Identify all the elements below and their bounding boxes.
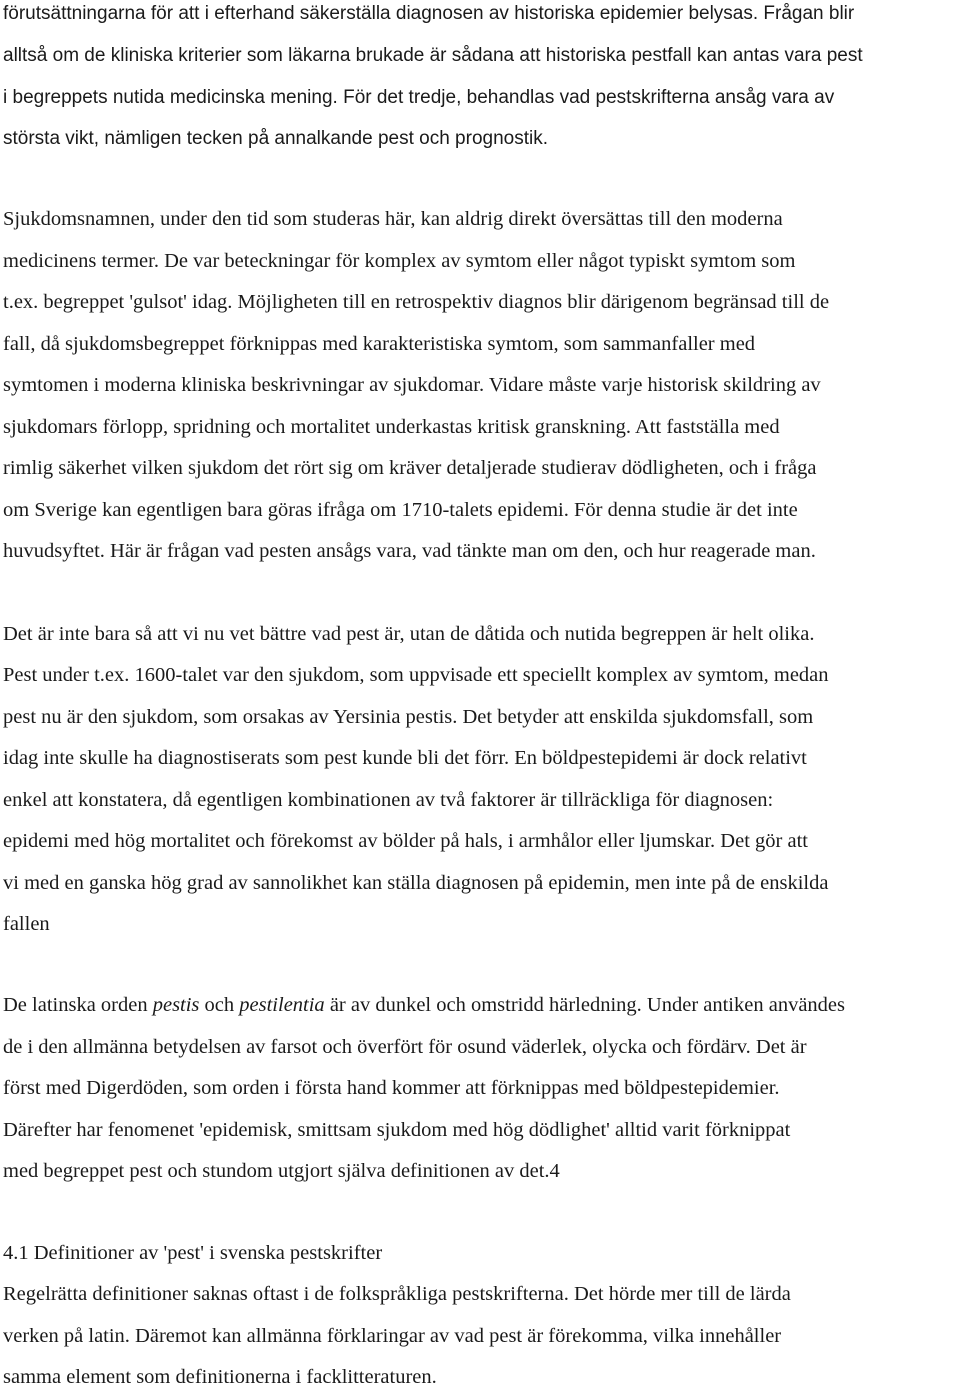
text-span: De latinska orden [3,994,153,1016]
text-line: de i den allmänna betydelsen av farsot och överfört för osund väderlek, olycka och fördärv. Det är [3,1036,807,1058]
text-line: i begreppets nutida medicinska mening. För det tredje, behandlas vad pestskrifterna ansåg vara av [3,87,835,108]
text-line: huvudsyftet. Här är frågan vad pesten ansågs vara, vad tänkte man om den, och hur reagerade man. [3,540,816,562]
text-line: först med Digerdöden, som orden i första hand kommer att förknippas med böldpestepidemier. [3,1077,780,1099]
text-line: Sjukdomsnamnen, under den tid som studeras här, kan aldrig direkt översättas till den moderna [3,208,783,230]
text-line: enkel att konstatera, då egentligen kombinationen av två faktorer är tillräckliga för diagnosen: [3,789,774,811]
text-line: fall, då sjukdomsbegreppet förknippas med karakteristiska symtom, som sammanfaller med [3,333,756,355]
text-line: Det är inte bara så att vi nu vet bättre vad pest är, utan de dåtida och nutida begreppen är helt olika. [3,623,815,645]
text-line: pest nu är den sjukdom, som orsakas av Yersinia pestis. Det betyder att enskilda sjukdomsfall, som [3,706,814,728]
text-span: och [199,994,240,1016]
text-line: samma element som definitionerna i facklitteraturen. [3,1366,437,1388]
section-heading: 4.1 Definitioner av 'pest' i svenska pestskrifter [3,1242,383,1264]
latin-term: pestis [152,994,200,1016]
text-span: är av dunkel och omstridd härledning. Under antiken användes [324,994,846,1016]
text-line: rimlig säkerhet vilken sjukdom det rört sig om kräver detaljerade studierav dödligheten, och i fråga [3,457,817,479]
text-line: vi med en ganska hög grad av sannolikhet kan ställa diagnosen på epidemin, men inte på de enskilda [3,872,829,894]
text-line: största vikt, nämligen tecken på annalkande pest och prognostik. [3,128,548,149]
text-line: medicinens termer. De var beteckningar för komplex av symtom eller något typiskt symtom som [3,250,796,272]
text-line: verken på latin. Däremot kan allmänna förklaringar av vad pest är förekomma, vilka innehåller [3,1325,782,1347]
text-line: fallen [3,913,50,935]
text-line: sjukdomars förlopp, spridning och mortalitet underkastas kritisk granskning. Att fastställa med [3,416,780,438]
text-line: t.ex. begreppet 'gulsot' idag. Möjligheten till en retrospektiv diagnos blir därigenom begränsad till de [3,291,830,313]
text-line [3,993,845,1017]
text-line: förutsättningarna för att i efterhand säkerställa diagnosen av historiska epidemier belysas. Frågan blir [3,3,855,24]
text-line: alltså om de kliniska kriterier som läkarna brukade är sådana att historiska pestfall kan antas vara pest [3,45,863,66]
text-line: Därefter har fenomenet 'epidemisk, smittsam sjukdom med hög dödlighet' alltid varit förknippat [3,1119,791,1141]
latin-term: pestilentia [239,994,325,1016]
text-line: idag inte skulle ha diagnostiserats som pest kunde bli det förr. En böldpestepidemi är dock relativt [3,747,807,769]
text-line: epidemi med hög mortalitet och förekomst av bölder på hals, i armhålor eller ljumskar. Det gör att [3,830,808,852]
text-line: symtomen i moderna kliniska beskrivningar av sjukdomar. Vidare måste varje historisk skildring av [3,374,821,396]
text-line: med begreppet pest och stundom utgjort själva definitionen av det.4 [3,1160,560,1182]
text-line: Regelrätta definitioner saknas oftast i de folkspråkliga pestskrifterna. Det hörde mer till de lärda [3,1283,791,1305]
text-line: om Sverige kan egentligen bara göras ifråga om 1710-talets epidemi. För denna studie är det inte [3,499,798,521]
text-line: Pest under t.ex. 1600-talet var den sjukdom, som uppvisade ett speciellt komplex av symtom, medan [3,664,829,686]
